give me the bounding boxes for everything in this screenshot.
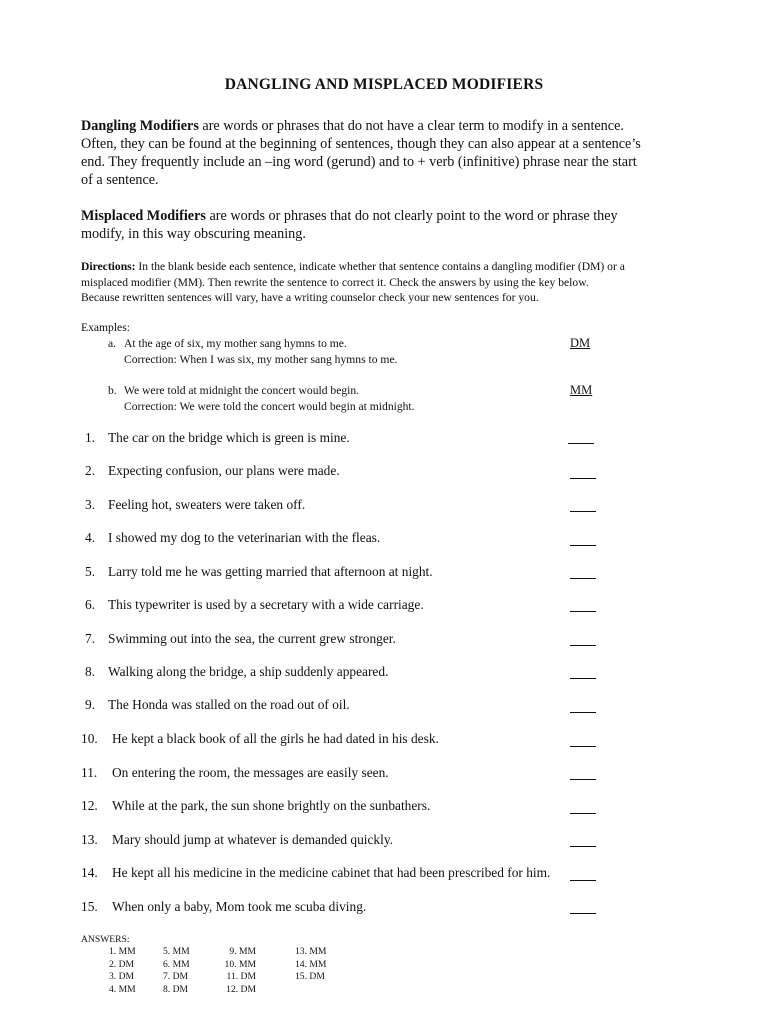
- question-text: On entering the room, the messages are easily seen.: [112, 765, 389, 780]
- question-number: 4.: [85, 530, 96, 545]
- question-number: 11.: [81, 765, 98, 780]
- question-number: 7.: [85, 631, 96, 646]
- example-b-marker: b.: [108, 384, 117, 397]
- misplaced-term: Misplaced Modifiers: [81, 208, 206, 224]
- question-text: I showed my dog to the veterinarian with the fleas.: [108, 530, 381, 545]
- question-text: Walking along the bridge, a ship suddenly appeared.: [108, 664, 389, 679]
- question-number: 13.: [81, 832, 98, 847]
- answer-key-column: 1. MM 2. DM 3. DM 4. MM: [109, 946, 136, 996]
- answer-blank[interactable]: [570, 678, 596, 679]
- answer-blank[interactable]: [570, 478, 596, 479]
- question-number: 5.: [85, 564, 96, 579]
- question-number: 3.: [85, 497, 96, 512]
- answer-key-column: 13. MM 14. MM 15. DM: [295, 946, 327, 983]
- answer-blank[interactable]: [570, 545, 596, 546]
- answer-blank[interactable]: [570, 846, 596, 847]
- example-a-answer: DM: [570, 336, 591, 350]
- question-number: 14.: [81, 865, 98, 880]
- question-text: The car on the bridge which is green is mine.: [108, 430, 350, 445]
- answer-blank[interactable]: [570, 746, 596, 747]
- question-number: 8.: [85, 664, 96, 679]
- answer-key-column: 5. MM 6. MM 7. DM 8. DM: [163, 946, 190, 996]
- answers-label: ANSWERS:: [81, 934, 130, 945]
- question-number: 15.: [81, 899, 98, 914]
- question-text: Feeling hot, sweaters were taken off.: [108, 497, 306, 512]
- example-a-sentence: At the age of six, my mother sang hymns to me.: [124, 337, 347, 350]
- dangling-definition: Dangling Modifiers are words or phrases that do not have a clear term to modify in a sentence. Often, they can be found at the beginning of sentences, though they can also appear at a sentence’s end. They frequently include an –ing word (gerund) and to + verb (infinitive) phrase near the start of a sentence.: [81, 118, 641, 188]
- question-text: While at the park, the sun shone brightly on the sunbathers.: [112, 798, 431, 813]
- answer-blank[interactable]: [570, 511, 596, 512]
- example-a-correction: Correction: When I was six, my mother sang hymns to me.: [124, 353, 398, 366]
- directions-label: Directions:: [81, 260, 136, 273]
- page-title: DANGLING AND MISPLACED MODIFIERS: [224, 76, 544, 93]
- question-text: When only a baby, Mom took me scuba diving.: [112, 899, 367, 914]
- question-number: 9.: [85, 697, 96, 712]
- example-b-correction: Correction: We were told the concert would begin at midnight.: [124, 400, 415, 413]
- example-b-sentence: We were told at midnight the concert would begin.: [124, 384, 360, 397]
- directions: Directions: In the blank beside each sentence, indicate whether that sentence contains a dangling modifier (DM) or a misplaced modifier (MM). Then rewrite the sentence to correct it. Check the answers by using the key below. Because rewritten sentences will vary, have a writing counselor check your new sentences for you.: [81, 260, 625, 304]
- answer-blank[interactable]: [570, 779, 596, 780]
- question-text: This typewriter is used by a secretary with a wide carriage.: [108, 597, 424, 612]
- answer-blank[interactable]: [570, 880, 596, 881]
- misplaced-definition: Misplaced Modifiers are words or phrases that do not clearly point to the word or phrase they modify, in this way obscuring meaning.: [81, 208, 618, 242]
- answer-blank[interactable]: [570, 578, 596, 579]
- question-text: Swimming out into the sea, the current grew stronger.: [108, 631, 396, 646]
- question-text: He kept all his medicine in the medicine cabinet that had been prescribed for him.: [112, 865, 551, 880]
- example-a-marker: a.: [108, 337, 117, 350]
- question-text: He kept a black book of all the girls he had dated in his desk.: [112, 731, 439, 746]
- answer-blank[interactable]: [570, 813, 596, 814]
- answer-blank[interactable]: [568, 443, 594, 444]
- answer-key-column: 9. MM 10. MM 11. DM 12. DM: [224, 946, 256, 996]
- answer-blank[interactable]: [570, 645, 596, 646]
- question-number: 2.: [85, 463, 96, 478]
- answer-blank[interactable]: [570, 611, 596, 612]
- question-number: 10.: [81, 731, 98, 746]
- question-text: Mary should jump at whatever is demanded quickly.: [112, 832, 394, 847]
- dangling-term: Dangling Modifiers: [81, 118, 199, 134]
- example-b-answer: MM: [570, 383, 593, 397]
- answer-blank[interactable]: [570, 712, 596, 713]
- question-number: 12.: [81, 798, 98, 813]
- question-number: 6.: [85, 597, 96, 612]
- question-text: The Honda was stalled on the road out of oil.: [108, 697, 350, 712]
- examples-label: Examples:: [81, 321, 130, 334]
- answer-blank[interactable]: [570, 913, 596, 914]
- question-text: Expecting confusion, our plans were made.: [108, 463, 340, 478]
- question-text: Larry told me he was getting married that afternoon at night.: [108, 564, 433, 579]
- question-number: 1.: [85, 430, 96, 445]
